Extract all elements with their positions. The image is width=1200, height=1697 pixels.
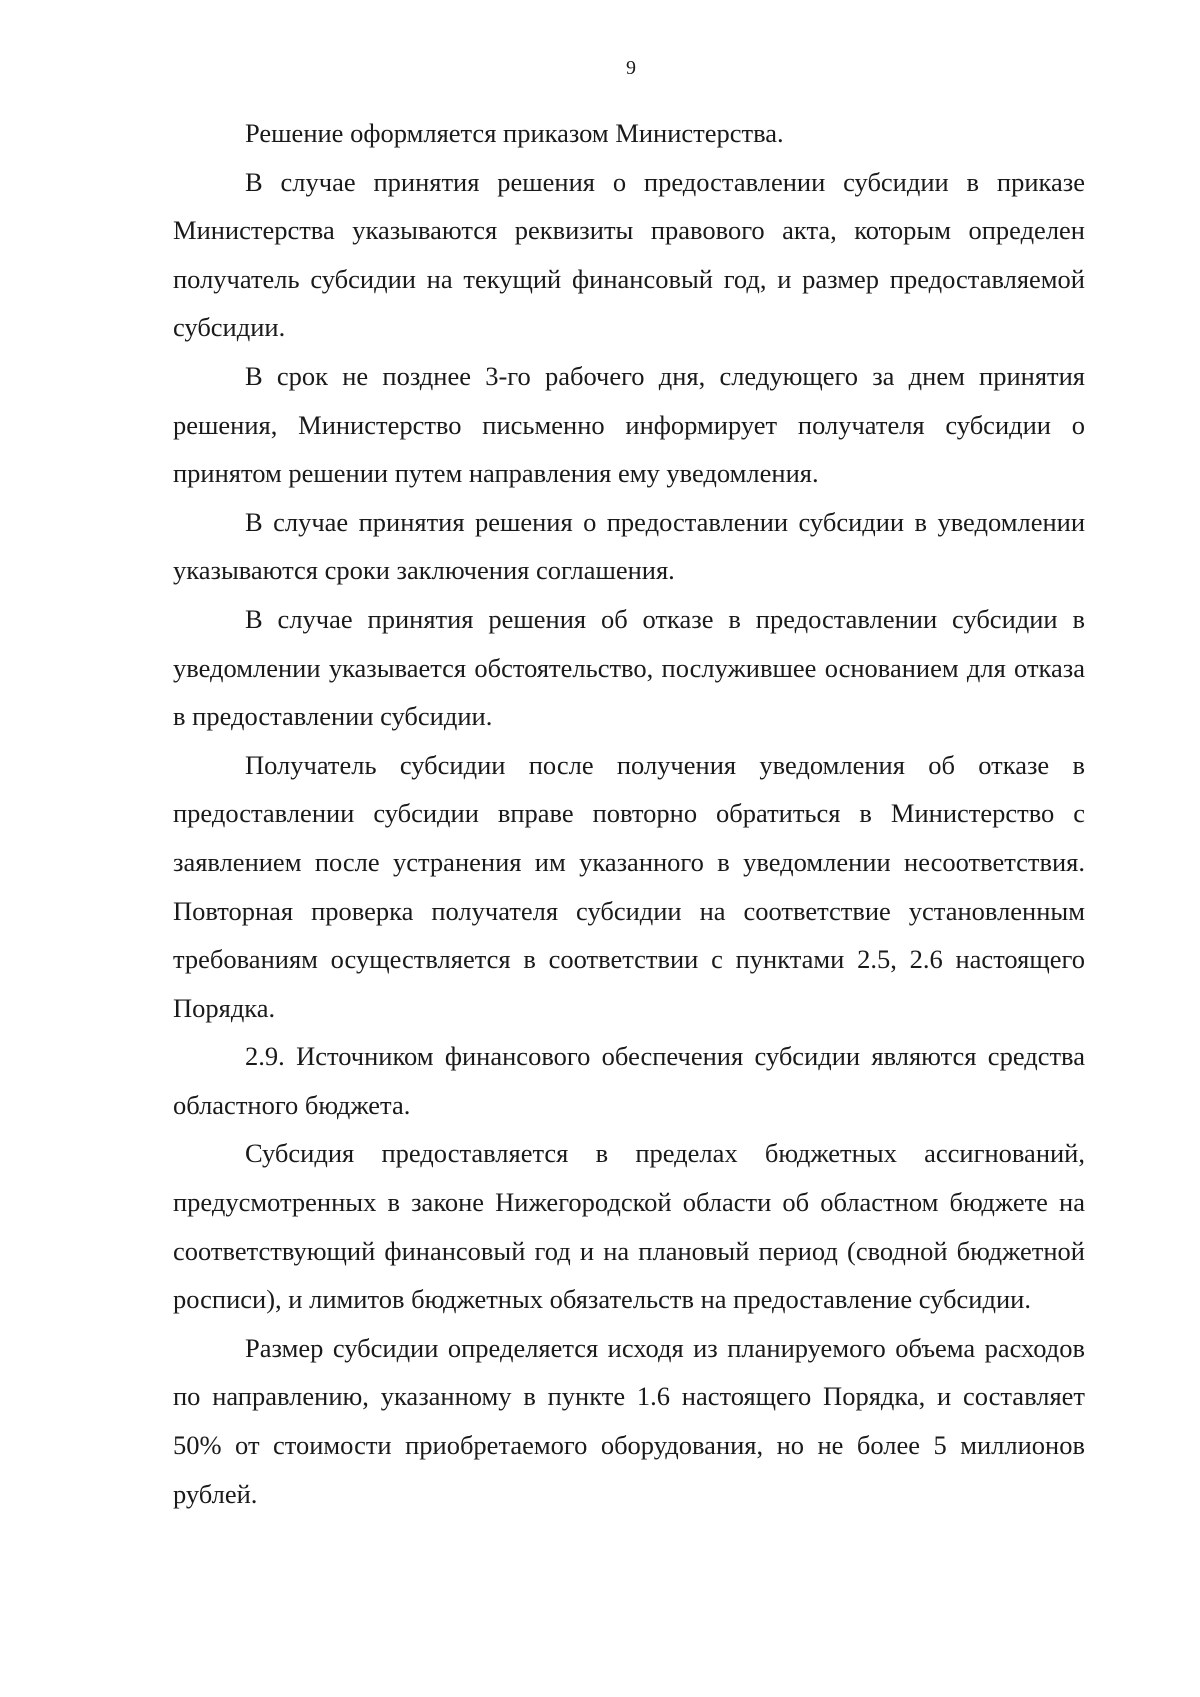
paragraph: В случае принятия решения об отказе в предоставлении субсидии в уведомлении указывается обстоятельство, послужившее основанием для отказа в предоставлении субсидии. — [173, 603, 1085, 732]
paragraph: В случае принятия решения о предоставлении субсидии в приказе Министерства указываются реквизиты правового акта, которым определен получатель субсидии на текущий финансовый год, и размер предоставляемой субсидии. — [173, 166, 1085, 343]
page-number: 9 — [626, 57, 636, 79]
paragraph: В срок не позднее 3-го рабочего дня, следующего за днем принятия решения, Министерство письменно информирует получателя субсидии о принятом решении путем направления ему уведомления. — [173, 360, 1085, 489]
paragraph: 2.9. Источником финансового обеспечения субсидии являются средства областного бюджета. — [173, 1041, 1085, 1120]
paragraph: Размер субсидии определяется исходя из планируемого объема расходов по направлению, указанному в пункте 1.6 настоящего Порядка, и составляет 50% от стоимости приобретаемого оборудования, но не более 5 миллионов рублей. — [173, 1332, 1085, 1509]
document-body — [173, 109, 1085, 1518]
paragraph: Субсидия предоставляется в пределах бюджетных ассигнований, предусмотренных в законе Нижегородской области об областном бюджете на соответствующий финансовый год и на плановый период (сводной бюджетной росписи), и лимитов бюджетных обязательств на предоставление субсидии. — [173, 1138, 1085, 1315]
paragraph: Решение оформляется приказом Министерства. — [245, 118, 784, 148]
paragraph: Получатель субсидии после получения уведомления об отказе в предоставлении субсидии вправе повторно обратиться в Министерство с заявлением после устранения им указанного в уведомлении несоответствия. Повторная проверка получателя субсидии на соответствие установленным требованиям осуществляется в соответствии с пунктами 2.5, 2.6 настоящего Порядка. — [173, 749, 1085, 1023]
paragraph: В случае принятия решения о предоставлении субсидии в уведомлении указываются сроки заключения соглашения. — [173, 506, 1085, 586]
